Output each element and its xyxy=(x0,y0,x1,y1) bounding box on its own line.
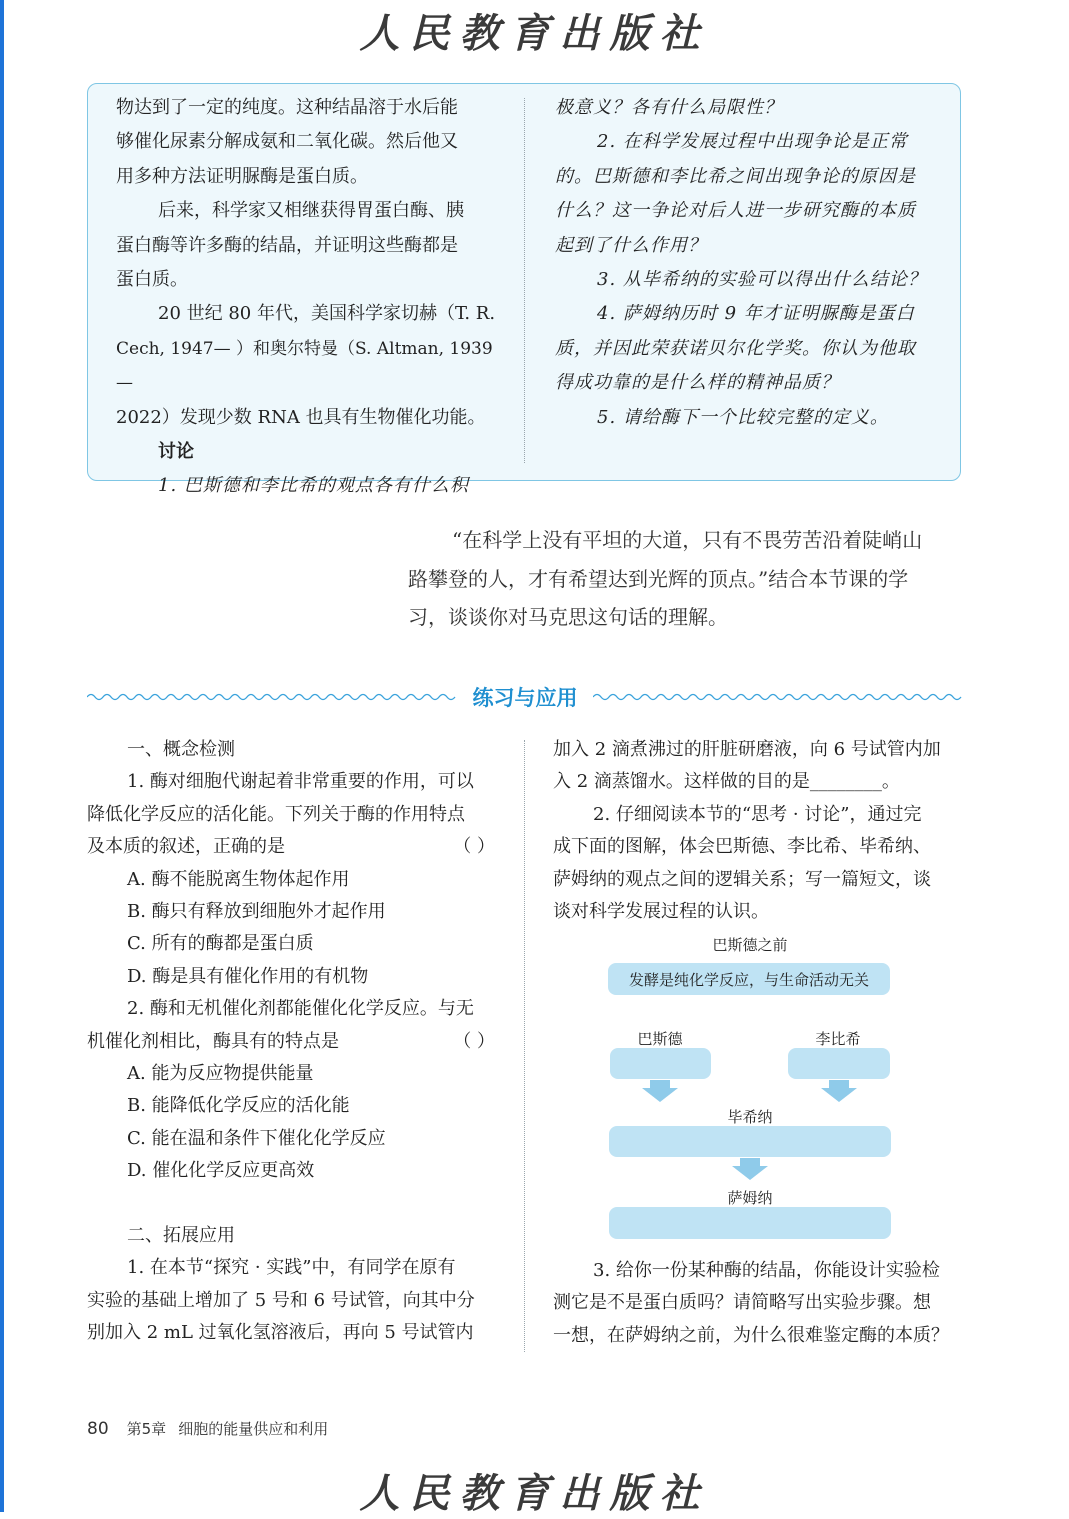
question-line: 别加入 2 mL 过氧化氢溶液后，再向 5 号试管内 xyxy=(87,1322,474,1344)
discussion-line: 什么？这一争论对后人进一步研究酶的本质 xyxy=(555,200,916,222)
diagram-label-before-pasteur: 巴斯德之前 xyxy=(712,936,788,954)
question-line: 1. 酶对细胞代谢起着非常重要的作用，可以 xyxy=(127,771,474,793)
quote-block xyxy=(408,521,964,637)
question-line: 加入 2 滴煮沸过的肝脏研磨液，向 6 号试管内加 xyxy=(553,739,941,760)
option: B. 酶只有释放到细胞外才起作用 xyxy=(127,901,386,923)
subsection-heading: 二、拓展应用 xyxy=(127,1225,235,1247)
option: A. 能为反应物提供能量 xyxy=(127,1063,314,1085)
exercise-left-column xyxy=(87,734,497,1350)
discussion-line: 5. 请给酶下一个比较完整的定义。 xyxy=(597,406,889,428)
spacer xyxy=(87,1188,497,1220)
question-line: 测它是不是蛋白质吗？请简略写出实验步骤。想 xyxy=(553,1292,931,1314)
reading-left-column xyxy=(116,91,508,504)
reading-line: 物达到了一定的纯度。这种结晶溶于水后能 xyxy=(116,97,458,118)
question-line: 降低化学反应的活化能。下列关于酶的作用特点 xyxy=(87,803,465,825)
discussion-question: 1. 巴斯德和李比希的观点各有什么积 xyxy=(158,475,469,497)
quote-line: 路攀登的人，才有希望达到光辉的顶点。”结合本节课的学 xyxy=(408,566,909,591)
wave-line-right xyxy=(593,690,963,704)
discussion-line: 3. 从毕希纳的实验可以得出什么结论？ xyxy=(597,269,927,291)
reading-right-column xyxy=(555,91,940,435)
question-line: 3. 给你一份某种酶的结晶，你能设计实验检 xyxy=(593,1260,940,1281)
discussion-line: 起到了什么作用？ xyxy=(555,234,707,256)
question-line xyxy=(87,831,497,863)
reading-line: 20 世纪 80 年代，美国科学家切赫（T. R. xyxy=(158,303,496,325)
question-line: 谈对科学发展过程的认识。 xyxy=(553,901,769,923)
exercise-right-column-bottom xyxy=(553,1255,965,1352)
left-edge-bar xyxy=(0,0,4,1512)
diagram-arrows xyxy=(600,930,900,1245)
subsection-heading: 一、概念检测 xyxy=(127,739,235,760)
discussion-line: 4. 萨姆纳历时 9 年才证明脲酶是蛋白 xyxy=(597,303,915,325)
publisher-logo-bottom: 人民教育出版社 xyxy=(359,1470,710,1517)
question-text: 及本质的叙述，正确的是 xyxy=(87,836,285,858)
discussion-line: 的。巴斯德和李比希之间出现争论的原因是 xyxy=(555,165,916,187)
question-line: 2. 仔细阅读本节的“思考 · 讨论”，通过完 xyxy=(593,803,922,825)
chapter-title: 细胞的能量供应和利用 xyxy=(178,1420,329,1438)
diagram-label-liebig: 李比希 xyxy=(815,1030,861,1048)
page-number: 80 xyxy=(87,1419,109,1439)
exercise-right-column xyxy=(553,734,965,928)
arrow-down-icon xyxy=(821,1080,857,1102)
discussion-heading: 讨论 xyxy=(158,441,194,463)
question-line: 一想，在萨姆纳之前，为什么很难鉴定酶的本质？ xyxy=(553,1324,949,1346)
exercise-divider xyxy=(524,740,525,1352)
diagram-label-buchner: 毕希纳 xyxy=(727,1108,773,1126)
question-line xyxy=(87,1026,497,1058)
reading-box-divider xyxy=(524,98,525,463)
option: B. 能降低化学反应的活化能 xyxy=(127,1095,350,1117)
reading-line: Cech, 1947— ）和奥尔特曼（S. Altman, 1939— xyxy=(116,338,493,394)
page-footer xyxy=(87,1418,340,1439)
reading-line: 后来，科学家又相继获得胃蛋白酶、胰 xyxy=(158,200,464,222)
option: C. 所有的酶都是蛋白质 xyxy=(127,933,314,955)
logic-diagram xyxy=(600,930,900,1245)
quote-line: “在科学上没有平坦的大道，只有不畏劳苦沿着陡峭山 xyxy=(452,528,923,552)
diagram-label-pasteur: 巴斯德 xyxy=(637,1030,683,1048)
reading-line: 蛋白质。 xyxy=(116,269,188,291)
discussion-line: 质，并因此荣获诺贝尔化学奖。你认为他取 xyxy=(555,337,916,359)
discussion-line: 2. 在科学发展过程中出现争论是正常 xyxy=(597,131,908,153)
reading-line: 2022）发现少数 RNA 也具有生物催化功能。 xyxy=(116,406,486,428)
option: C. 能在温和条件下催化化学反应 xyxy=(127,1127,386,1149)
section-title-text: 练习与应用 xyxy=(472,686,578,710)
question-line: 成下面的图解，体会巴斯德、李比希、毕希纳、 xyxy=(553,836,931,858)
diagram-box-top: 发酵是纯化学反应，与生命活动无关 xyxy=(608,963,890,995)
question-line: 1. 在本节“探究 · 实践”中，有同学在原有 xyxy=(127,1257,456,1279)
answer-blank: （ ） xyxy=(453,836,495,858)
option: D. 催化化学反应更高效 xyxy=(127,1160,315,1182)
discussion-line: 极意义？各有什么局限性？ xyxy=(555,97,783,118)
answer-blank: （ ） xyxy=(453,1030,495,1052)
reading-line: 用多种方法证明脲酶是蛋白质。 xyxy=(116,165,368,187)
chapter-number: 第5章 xyxy=(126,1420,167,1438)
diagram-label-sumner: 萨姆纳 xyxy=(727,1189,773,1207)
question-line: 入 2 滴蒸馏水。这样做的目的是________。 xyxy=(553,771,900,793)
section-title xyxy=(87,680,963,714)
arrow-down-icon xyxy=(642,1080,678,1102)
reading-line: 蛋白酶等许多酶的结晶，并证明这些酶都是 xyxy=(116,234,458,256)
question-line: 萨姆纳的观点之间的逻辑关系；写一篇短文，谈 xyxy=(553,868,931,890)
option: A. 酶不能脱离生物体起作用 xyxy=(127,868,350,890)
question-line: 实验的基础上增加了 5 号和 6 号试管，向其中分 xyxy=(87,1289,475,1311)
question-line: 2. 酶和无机催化剂都能催化化学反应。与无 xyxy=(127,998,474,1020)
publisher-logo-top: 人民教育出版社 xyxy=(359,10,710,57)
quote-line: 习，谈谈你对马克思这句话的理解。 xyxy=(408,605,728,629)
question-text: 机催化剂相比，酶具有的特点是 xyxy=(87,1030,339,1052)
arrow-down-icon xyxy=(732,1158,768,1180)
reading-line: 够催化尿素分解成氨和二氧化碳。然后他又 xyxy=(116,131,458,153)
option: D. 酶是具有催化作用的有机物 xyxy=(127,965,369,987)
discussion-line: 得成功靠的是什么样的精神品质？ xyxy=(555,372,840,394)
